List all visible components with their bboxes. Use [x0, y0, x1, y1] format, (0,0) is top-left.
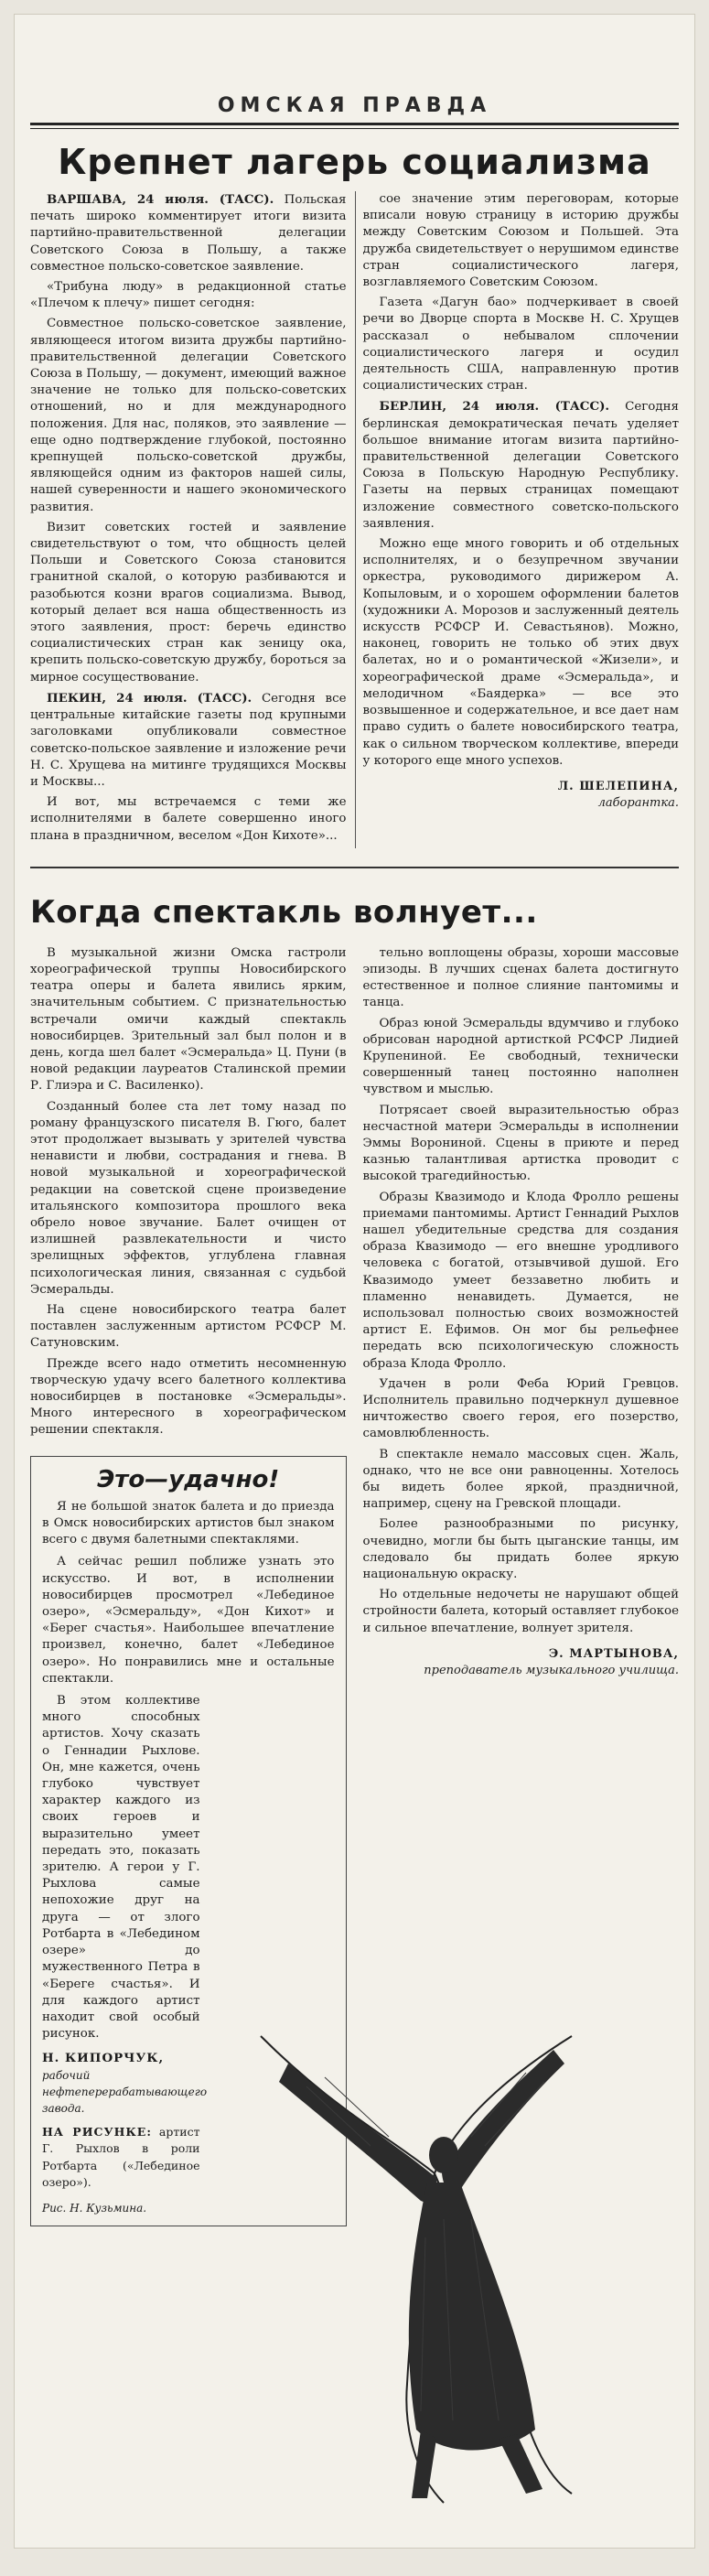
artist-credit: Рис. Н. Кузьмина. — [42, 2201, 147, 2215]
letter-title: Это—удачно! — [97, 1465, 280, 1493]
paragraph: Созданный более ста лет тому назад по роману французского писателя В. Гюго, балет этот продолжает вызывать у зрителей чувства ненависти и любви, сострадания и гнева. В новой музыкальной и хореографической редакции на советской сцене произведение итальянского композитора прошлого века обрело новое звучание. Балет очищен от излишней развлекательности и чисто зрелищных эффектов, углублена главная психологическая линия, связанная с судьбой Эсмеральды. — [30, 1099, 347, 1297]
paragraph: Потрясает своей выразительностью образ несчастной матери Эсмеральды в исполнении Эммы Ворониной. Сцены в приюте и перед казнью талантливая артистка проводит с высокой трагедийностью. — [362, 1103, 679, 1184]
paragraph: И вот, мы встречаемся с теми же исполнителями в балете совершенно иного плана в праздничном, веселом «Дон Кихоте»... — [30, 795, 347, 843]
illustration-caption — [42, 2124, 200, 2191]
paragraph: «Трибуна люду» в редакционной статье «Плечом к плечу» пишет сегодня: — [30, 280, 347, 311]
dateline: БЕРЛИН, 24 июля. (ТАСС). — [379, 399, 610, 415]
paragraph-text: Польская печать широко комментирует итоги визита партийно-правительственной делегации Советского Союза в Польшу, а также совместное польско-советское заявление. — [30, 193, 347, 274]
head — [429, 2137, 458, 2173]
left-wing — [279, 2064, 437, 2202]
article1-signature — [363, 779, 680, 812]
left-leg — [412, 2430, 436, 2498]
signature-role: лаборантка. — [597, 796, 679, 811]
paragraph-text: Сегодня берлинская демократическая печать уделяет большое внимание итогам визита партийно-правительственной делегации Советского Союза в Польскую Народную Республику. Газеты на первых страницах помещают изложение совместного советско-польского заявления. — [362, 400, 679, 531]
column-divider — [355, 191, 356, 848]
paragraph — [363, 398, 680, 533]
signature-name: Э. МАРТЫНОВА, — [548, 1646, 679, 1661]
article1-body — [14, 191, 695, 848]
paragraph — [30, 690, 347, 791]
section-rule — [30, 867, 679, 868]
masthead-rule-thin — [30, 128, 679, 129]
article2-signature — [363, 1646, 680, 1679]
paragraph: Более разнообразными по рисунку, очевидно, могли бы быть цыганские танцы, им следовало бы придать более яркую национальную окраску. — [362, 1517, 679, 1582]
paragraph: тельно воплощены образы, хороши массовые эпизоды. В лучших сценах балета достигнуто естественное и полное слияние пантомимы и танца. — [362, 945, 679, 1010]
paragraph: В музыкальной жизни Омска гастроли хореографической труппы Новосибирского театра оперы и балета явились ярким, значительным событием. С признательностью встречали омичи каждый спектакль новосибирцев. Зрительный зал был полон и в день, когда шел балет «Эсмеральда» Ц. Пуни (в новой редакции лауреатов Сталинской премии Р. Глиэра и С. Василенко). — [30, 945, 347, 1094]
paragraph: На сцене новосибирского театра балет поставлен заслуженным артистом РСФСР М. Сатуновским. — [30, 1302, 347, 1351]
newspaper-page — [14, 14, 695, 2549]
paragraph: В этом коллективе много способных артистов. Хочу сказать о Геннадии Рыхлове. Он, мне кажется, очень глубоко чувствует характер каждого из своих героев и выразительно умеет передать это, показать зрителю. А герои у Г. Рыхлова самые непохожие друг на друга — от злого Ротбарта в «Лебедином озере» до мужественного Петра в «Береге счастья». И для каждого артист находит свой особый рисунок. — [42, 1694, 200, 2042]
article1-left-column — [30, 191, 347, 848]
masthead-rule — [30, 123, 679, 125]
article1-headline: Крепнет лагерь социализма — [58, 142, 651, 182]
letter-signature-role: рабочий нефтеперерабатывающего завода. — [42, 2068, 208, 2115]
paragraph-text: Сегодня все центральные китайские газеты под крупными заголовками опубликовали совместное советско-польское заявление и изложение речи Н. С. Хрущева на митинге трудящихся Москвы и Москвы... — [30, 691, 347, 789]
dateline: ПЕКИН, 24 июля. (ТАСС). — [47, 690, 252, 706]
right-leg — [499, 2434, 542, 2494]
paragraph: сое значение этим переговорам, которые вписали новую страницу в историю дружбы между Советским Союзом и Польшей. Эта дружба свидетельствует о нерушимом единстве стран социалистического лагеря, возглавляемого Советским Союзом. — [362, 192, 679, 290]
caption-text: артист Г. Рыхлов в роли Ротбарта («Лебединое озеро»). — [42, 2125, 200, 2189]
paragraph: Можно еще много говорить и об отдельных исполнителях, и о безупречном звучании оркестра, руководимого дирижером А. Копыловым, и о хорошем оформлении балетов (художники А. Морозов и заслуженный деятель искусств РСФСР И. Севастьянов). Можно, наконец, говорить не только об этих двух балетах, но и о романтической «Жизели», и хореографической драме «Эсмеральда», и мелодичном «Баядерка» — все это возвышенное и содержательное, и все дает нам право судить о балете новосибирского театра, как о сильном творческом коллективе, впереди у которого еще много успехов. — [362, 537, 679, 768]
paragraph: Образы Квазимодо и Клода Фролло решены приемами пантомимы. Артист Геннадий Рыхлов нашел убедительные средства для создания образа Квазимодо — его внешне уродливого человека с богатой, отзывчивой душой. Его Квазимодо умеет беззаветно любить и пламенно ненавидеть. Думается, не использовал полностью своих возможностей артист Е. Ефимов. Он мог бы рельефнее передать всю психологическую сложность образа Клода Фролло. — [362, 1190, 679, 1371]
paragraph: Визит советских гостей и заявление свидетельствуют о том, что общность целей Польши и Советского Союза становится гранитной скалой, о которую разбиваются и разобьются козни врагов социализма. Вывод, который делает вся наша общественность из этого заявления, прост: беречь единство социалистических стран как зеницу ока, крепить польско-советскую дружбу, бороться за мирное сосуществование. — [30, 520, 347, 684]
paragraph: Образ юной Эсмеральды вдумчиво и глубоко обрисован народной артисткой РСФСР Лидией Крупениной. Ее свободный, технически совершенный танец постоянно наполнен чувством и мыслью. — [362, 1016, 679, 1097]
signature-role: преподаватель музыкального училища. — [424, 1664, 679, 1678]
article2-headline: Когда спектакль волнует... — [30, 893, 538, 931]
article1-right-column — [363, 191, 680, 848]
paragraph: Но отдельные недочеты не нарушают общей стройности балета, который оставляет глубокое и сильное впечатление, волнует зрителя. — [362, 1588, 679, 1635]
masthead: ОМСКАЯ ПРАВДА — [217, 94, 492, 117]
paragraph: А сейчас решил поближе узнать это искусство. И вот, в исполнении новосибирцев просмотрел «Лебединое озеро», «Эсмеральду», «Дон Кихот» и «Берег счастья». Наибольшее впечатление произвел, конечно, балет «Лебединое озеро». Но понравились мне и остальные спектакли. — [42, 1555, 335, 1686]
paragraph: В спектакле немало массовых сцен. Жаль, однако, что не все они равноценны. Хотелось бы видеть более яркой, праздничной, например, сцену на Гревской площади. — [362, 1447, 679, 1512]
paragraph: Прежде всего надо отметить несомненную творческую удачу всего балетного коллектива новосибирцев в постановке «Эсмеральды». Много интересного в хореографическом решении спектакля. — [30, 1356, 347, 1438]
paragraph: Удачен в роли Феба Юрий Гревцов. Исполнитель правильно подчеркнул душевное ничтожество своего героя, его позерство, самовлюбленность. — [362, 1376, 679, 1441]
signature-name: Л. ШЕЛЕПИНА, — [557, 779, 679, 793]
paragraph: Я не большой знаток балета и до приезда в Омск новосибирских артистов был знаком всего с двумя балетными спектаклями. — [42, 1499, 335, 1547]
paragraph — [30, 191, 347, 275]
letter-signature-name: Н. КИПОРЧУК, — [42, 2051, 165, 2066]
right-wing — [442, 2050, 564, 2192]
caption-label: НА РИСУНКЕ: — [42, 2125, 152, 2139]
paragraph: Совместное польско-советское заявление, являющееся итогом визита дружбы партийно-правительственной делегации Советского Союза в Польшу, — документ, имеющий важное значение не только для польско-советских отношений, но и для международного положения. Для нас, поляков, это заявление — еще одно подтверждение глубокой, постоянно крепнущей польско-советской дружбы, являющейся одним из факторов нашей силы, нашей суверенности и нашего экономического развития. — [30, 317, 347, 514]
paragraph: Газета «Дагун бао» подчеркивает в своей речи во Дворце спорта в Москве Н. С. Хрущев рассказал о небывалом сплочении социалистического лагеря и осудил деятельность США, направленную против социалистических стран. — [362, 296, 679, 393]
dateline: ВАРШАВА, 24 июля. (ТАСС). — [47, 192, 274, 207]
dancer-illustration — [224, 1999, 645, 2512]
